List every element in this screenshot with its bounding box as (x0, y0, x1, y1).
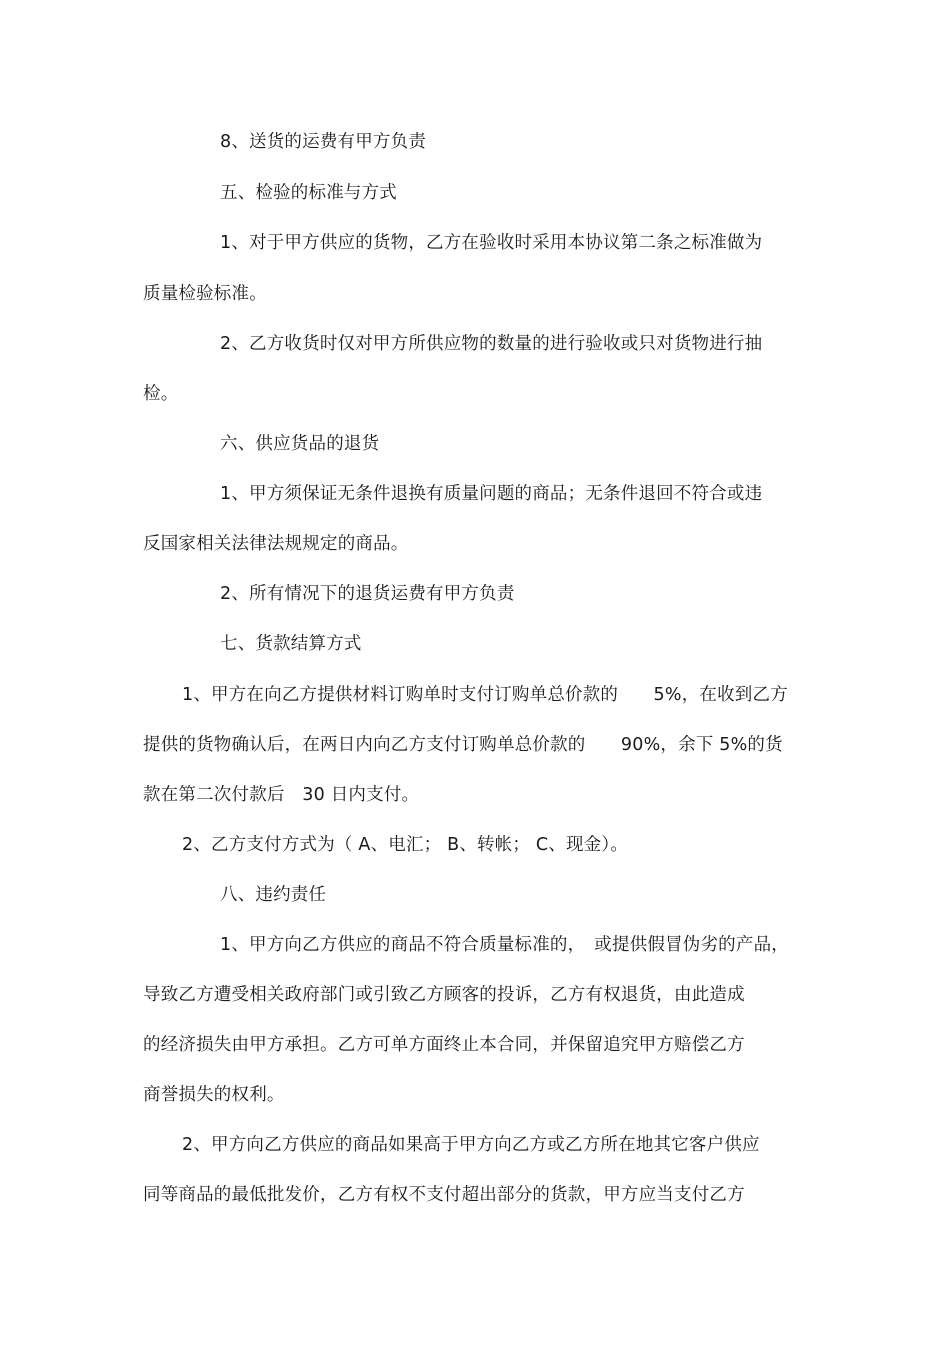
section-heading: 七、货款结算方式 (220, 634, 362, 654)
text-line: 的经济损失由甲方承担。乙方可单方面终止本合同，并保留追究甲方赔偿乙方 (143, 1035, 745, 1055)
text-line: 质量检验标准。 (143, 284, 267, 304)
text-line: 导致乙方遭受相关政府部门或引致乙方顾客的投诉，乙方有权退货，由此造成 (143, 985, 745, 1005)
text-line: 2、乙方支付方式为（ A、电汇； B、转帐； C、现金）。 (182, 835, 629, 855)
text-line: 反国家相关法律法规规定的商品。 (143, 534, 409, 554)
text-line: 检。 (143, 384, 179, 404)
text-line: 1、对于甲方供应的货物，乙方在验收时采用本协议第二条之标准做为 (220, 233, 763, 253)
section-heading: 五、检验的标准与方式 (220, 183, 397, 203)
text-line: 款在第二次付款后 30 日内支付。 (143, 785, 420, 805)
text-line: 提供的货物确认后，在两日内向乙方支付订购单总价款的 90%，余下 5%的货 (143, 735, 783, 755)
text-line: 1、甲方须保证无条件退换有质量问题的商品；无条件退回不符合或违 (220, 484, 763, 504)
text-line: 2、所有情况下的退货运费有甲方负责 (220, 584, 515, 604)
text-line: 2、乙方收货时仅对甲方所供应物的数量的进行验收或只对货物进行抽 (220, 334, 763, 354)
text-line: 8、送货的运费有甲方负责 (220, 132, 427, 152)
text-line: 2、甲方向乙方供应的商品如果高于甲方向乙方或乙方所在地其它客户供应 (182, 1135, 760, 1155)
section-heading: 六、供应货品的退货 (220, 434, 380, 454)
text-line: 1、甲方在向乙方提供材料订购单时支付订购单总价款的 5%，在收到乙方 (182, 685, 788, 705)
text-line: 商誉损失的权利。 (143, 1085, 285, 1105)
text-line: 同等商品的最低批发价，乙方有权不支付超出部分的货款，甲方应当支付乙方 (143, 1185, 745, 1205)
text-line: 1、甲方向乙方供应的商品不符合质量标准的， 或提供假冒伪劣的产品， (220, 935, 789, 955)
section-heading: 八、违约责任 (220, 885, 327, 905)
